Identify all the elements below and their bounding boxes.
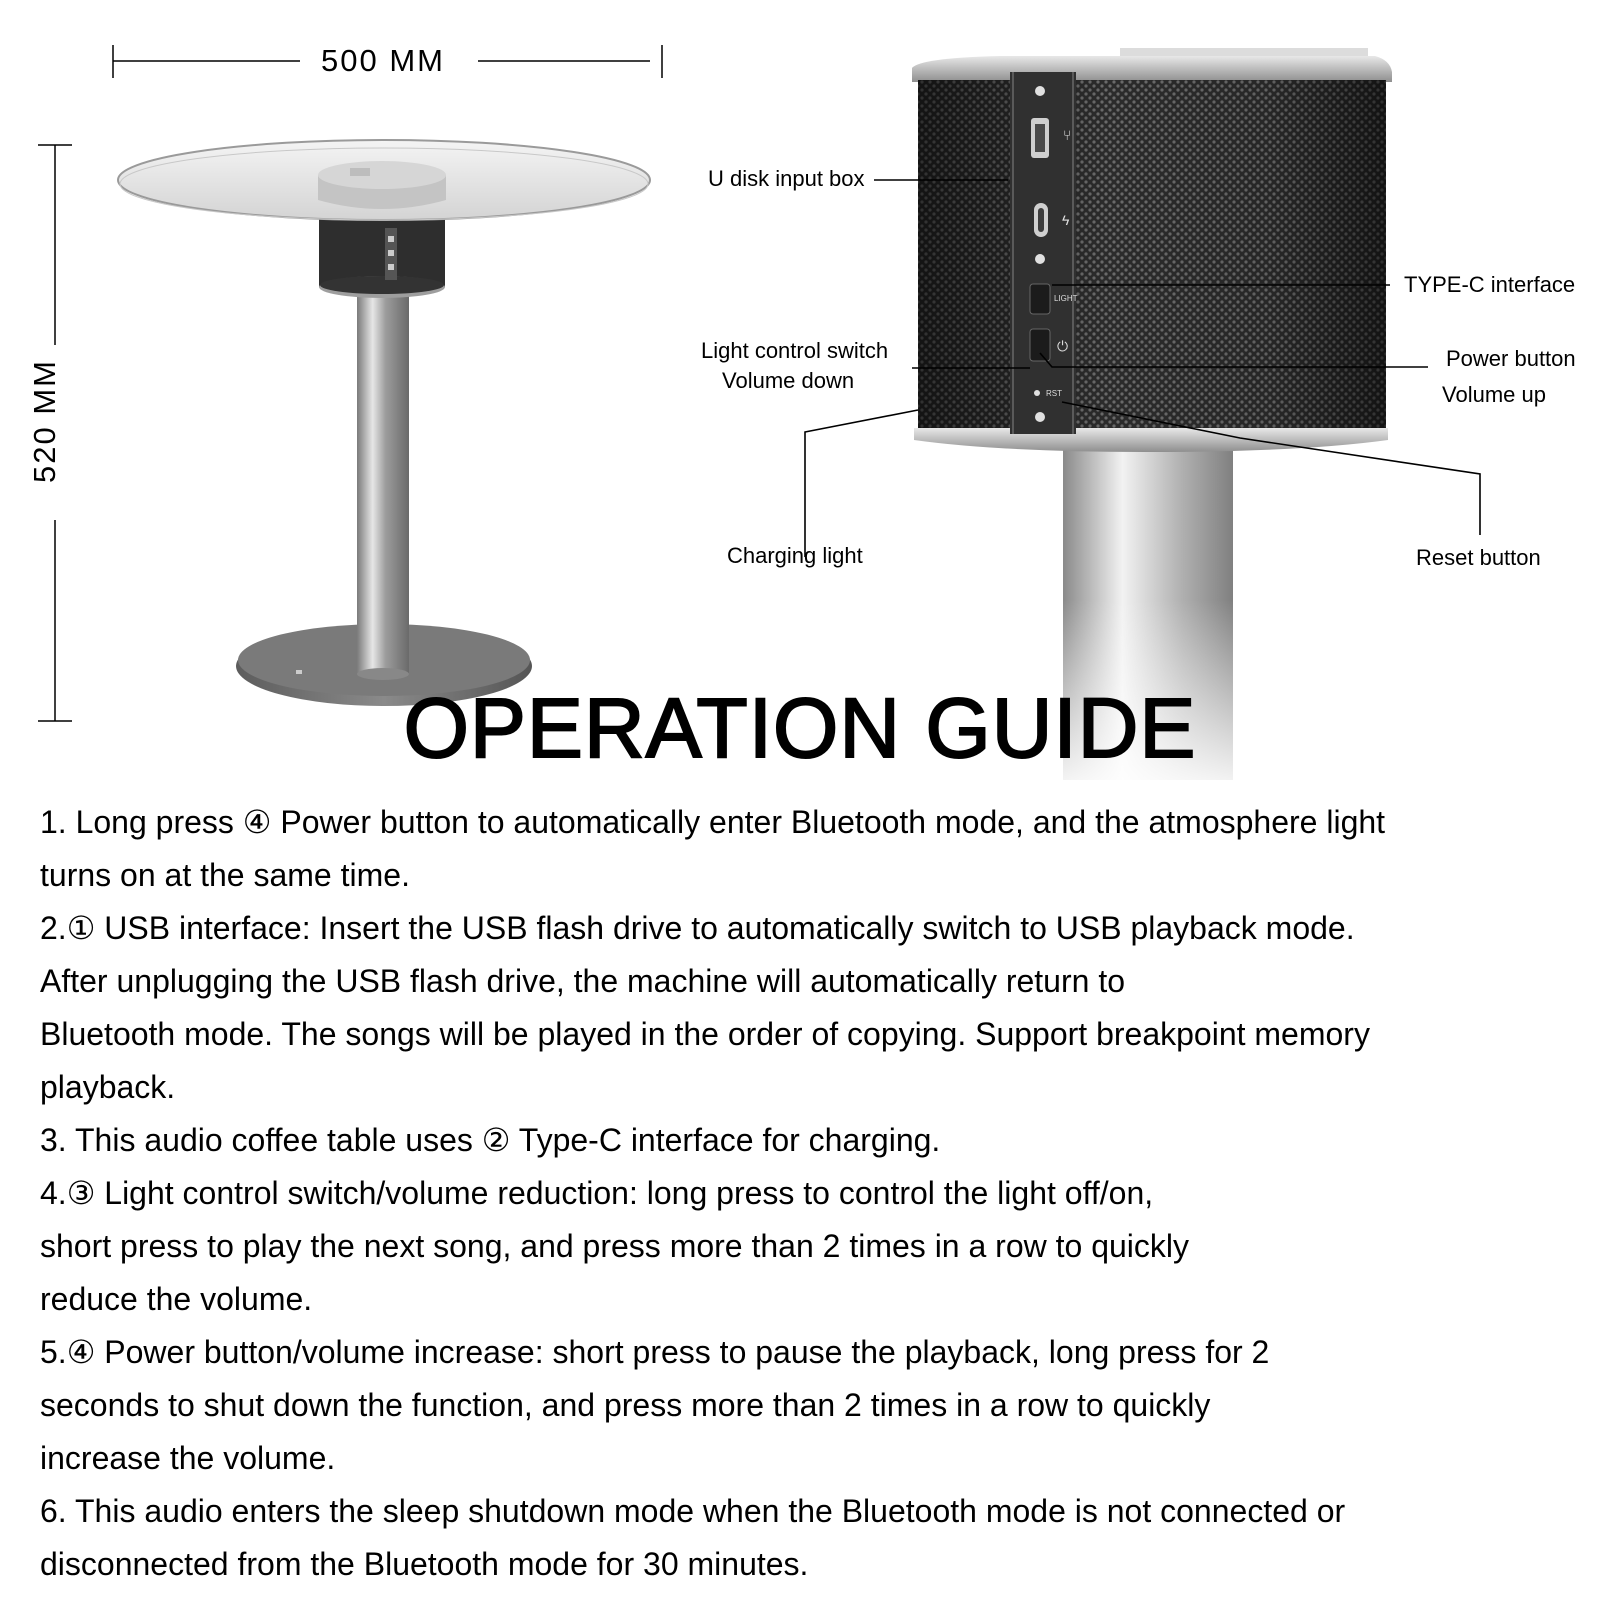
usb-port-icon: [1031, 118, 1049, 158]
product-figure: [0, 0, 1600, 780]
instruction-line: Bluetooth mode. The songs will be played in the order of copying. Support breakpoint memory: [40, 1016, 1370, 1052]
callout-u-disk: U disk input box: [708, 166, 865, 191]
instruction-line: playback.: [40, 1069, 176, 1105]
callout-charging-light: Charging light: [727, 543, 863, 568]
rst-mark: RST: [1046, 389, 1062, 398]
light-switch-button: [1030, 284, 1050, 314]
instruction-line: short press to play the next song, and press more than 2 times in a row to quickly: [40, 1228, 1190, 1264]
height-dimension: [27, 145, 72, 721]
usb-symbol-icon: ⑂: [1063, 127, 1072, 143]
callout-reset-button: Reset button: [1416, 545, 1541, 570]
instruction-line: increase the volume.: [40, 1440, 336, 1476]
instruction-line: 5.④ Power button/volume increase: short press to pause the playback, long press for 2: [40, 1334, 1270, 1370]
height-label: 520 MM: [27, 359, 62, 483]
power-icon: ⏻: [1057, 338, 1069, 354]
instruction-line: disconnected from the Bluetooth mode for 30 minutes.: [40, 1546, 809, 1582]
light-mark: LIGHT: [1054, 294, 1078, 303]
instruction-line: turns on at the same time.: [40, 857, 410, 893]
lightning-icon: ϟ: [1062, 212, 1070, 228]
callout-volume-down: Volume down: [722, 368, 855, 393]
power-button: [1030, 329, 1050, 361]
callout-power-button: Power button: [1446, 346, 1576, 371]
width-label: 500 MM: [321, 43, 445, 78]
charging-led-icon: [1034, 390, 1040, 396]
width-dimension: [113, 43, 662, 78]
instruction-line: seconds to shut down the function, and press more than 2 times in a row to quickly: [40, 1387, 1211, 1423]
instruction-line: 6. This audio enters the sleep shutdown mode when the Bluetooth mode is not connected or: [40, 1493, 1346, 1529]
speaker-closeup: [912, 48, 1392, 780]
table-illustration: [118, 140, 650, 706]
instruction-list: [40, 796, 1580, 1591]
page-title: OPERATION GUIDE: [403, 681, 1197, 775]
callout-volume-up: Volume up: [1442, 382, 1546, 407]
instruction-line: After unplugging the USB flash drive, the machine will automatically return to: [40, 963, 1125, 999]
instruction-line: reduce the volume.: [40, 1281, 313, 1317]
callout-light-switch: Light control switch: [701, 338, 889, 363]
instruction-line: 4.③ Light control switch/volume reduction: long press to control the light off/on,: [40, 1175, 1154, 1211]
type-c-port-icon: [1034, 203, 1048, 237]
instruction-line: 2.① USB interface: Insert the USB flash drive to automatically switch to USB playback mode.: [40, 910, 1355, 946]
instruction-line: 3. This audio coffee table uses ② Type-C interface for charging.: [40, 1122, 941, 1158]
callout-type-c: TYPE-C interface: [1404, 272, 1576, 297]
instruction-line: 1. Long press ④ Power button to automatically enter Bluetooth mode, and the atmosphere light: [40, 804, 1386, 840]
